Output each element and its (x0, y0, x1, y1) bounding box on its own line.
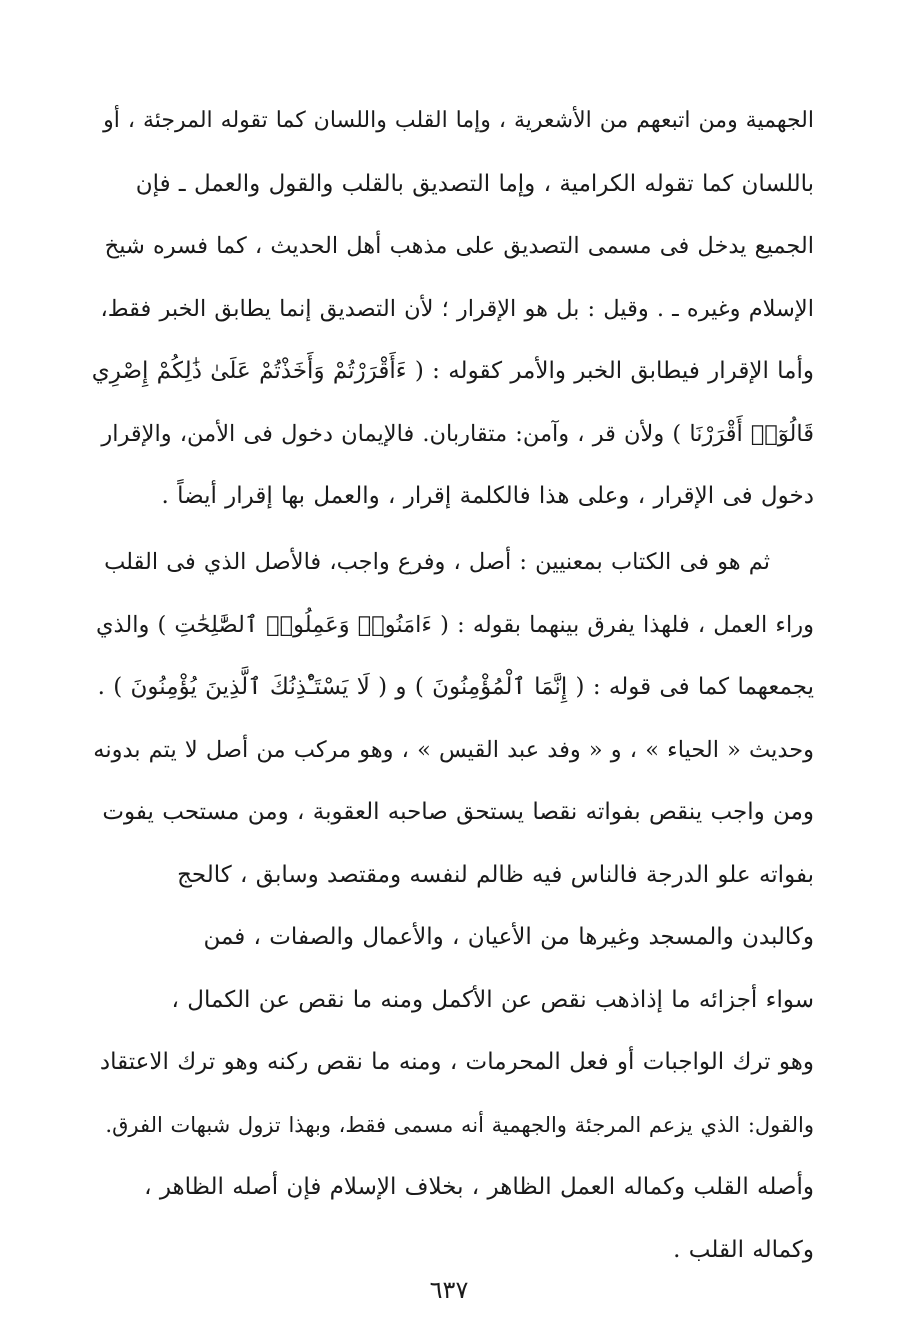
page-number: ٦٣٧ (429, 1276, 469, 1304)
text-line: الإسلام وغيره ـ . وقيل : بل هو الإقرار ؛ لأن التصديق إنما يطابق الخبر فقط، (100, 295, 814, 322)
text-line-with-quran-verse: وأما الإقرار فيطابق الخبر والأمر كقوله : ( ءَأَقْرَرْتُمْ وَأَخَذْتُمْ عَلَىٰ ذَٰلِكُمْ إِصْرِي (92, 358, 814, 384)
text-line: وأصله القلب وكماله العمل الظاهر ، بخلاف الإسلام فإن أصله الظاهر ، (144, 1174, 814, 1200)
text-line-with-quran-verse: قَالُوٓا۟ أَقْرَرْنَا ) ولأن قر ، وآمن: متقاربان. فالإيمان دخول فى الأمن، والإقرار (101, 420, 814, 447)
text-line: وكالبدن والمسجد وغيرها من الأعيان ، والأعمال والصفات ، فمن (203, 924, 814, 950)
paragraph-1 (92, 90, 814, 528)
text-line: باللسان كما تقوله الكرامية ، وإما التصديق بالقلب والقول والعمل ـ فإن (135, 170, 814, 197)
text-line: وحديث « الحياء » ، و « وفد عبد القيس » ، وهو مركب من أصل لا يتم بدونه (93, 736, 814, 763)
text-line: وكماله القلب . (673, 1236, 814, 1263)
text-line: ومن واجب ينقص بفواته نقصا يستحق صاحبه العقوبة ، ومن مستحب يفوت (102, 799, 814, 825)
text-line-with-quran-verse: وراء العمل ، فلهذا يفرق بينهما بقوله : ( ءَامَنُوا۟ وَعَمِلُوا۟ ٱلصَّٰلِحَٰتِ ) والذي (95, 611, 814, 638)
text-line: الجهمية ومن اتبعهم من الأشعرية ، وإما القلب واللسان كما تقوله المرجئة ، أو (103, 108, 814, 133)
text-line: الجميع يدخل فى مسمى التصديق على مذهب أهل الحديث ، كما فسره شيخ (104, 233, 814, 259)
paragraph-2 (92, 531, 814, 1281)
text-line-with-quran-verse: يجمعهما كما فى قوله : ( إِنَّمَا ٱلْمُؤْمِنُونَ ) و ( لَا يَسْتَـْٔذِنُكَ ٱلَّذِينَ يُؤْمِنُونَ ) . (97, 674, 814, 700)
text-line: بفواته علو الدرجة فالناس فيه ظالم لنفسه ومقتصد وسابق ، كالحج (177, 861, 814, 888)
text-line: وهو ترك الواجبات أو فعل المحرمات ، ومنه ما نقص ركنه وهو ترك الاعتقاد (99, 1049, 814, 1075)
text-line-indented: ثم هو فى الكتاب بمعنيين : أصل ، وفرع واجب، فالأصل الذي فى القلب (104, 549, 770, 575)
text-line: سواء أجزائه ما إذاذهب نقص عن الأكمل ومنه ما نقص عن الكمال ، (171, 986, 814, 1013)
text-line: دخول فى الإقرار ، وعلى هذا فالكلمة إقرار ، والعمل بها إقرار أيضاً . (161, 483, 814, 509)
text-line: والقول: الذي يزعم المرجئة والجهمية أنه مسمى فقط، وبهذا تزول شبهات الفرق. (105, 1112, 814, 1137)
